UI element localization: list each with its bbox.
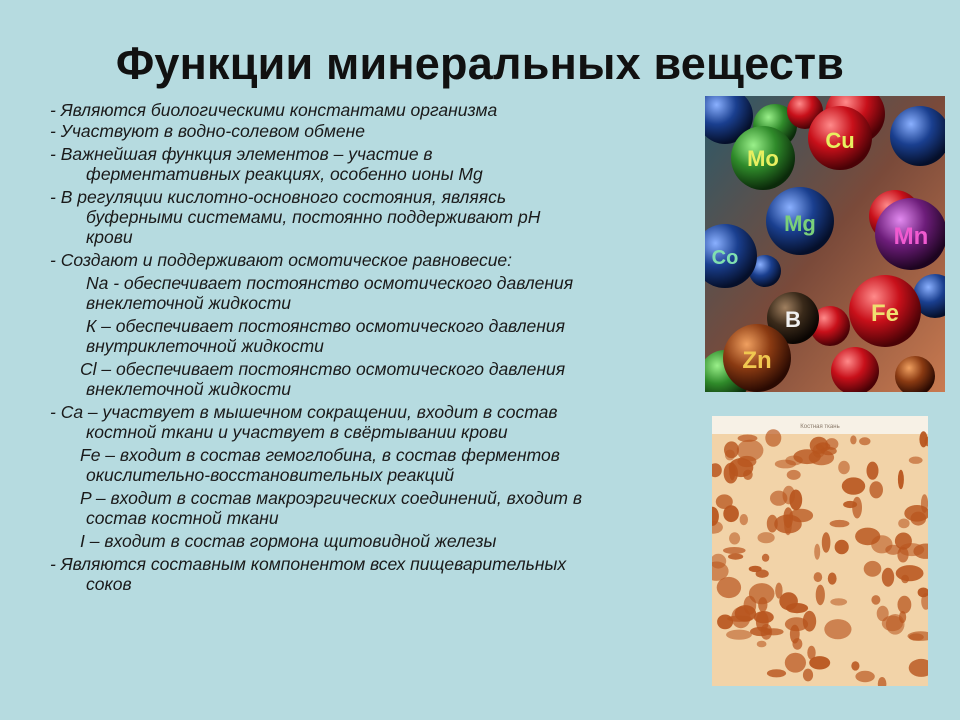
bone-pore — [787, 470, 801, 480]
bone-pore — [816, 585, 825, 606]
bone-pore — [803, 669, 813, 682]
bone-pore — [790, 625, 800, 644]
bone-pore — [851, 661, 859, 670]
bone-pore — [830, 598, 847, 605]
svg-text:B: B — [785, 307, 801, 332]
bone-pore — [867, 462, 879, 480]
bone-image-caption: Костная ткань — [800, 424, 840, 430]
element-fe — [849, 275, 921, 347]
bone-pore — [749, 566, 762, 572]
list-item-continuation: буферными системами, постоянно поддерживают pH — [86, 207, 541, 227]
list-item-continuation: внеклеточной жидкости — [86, 379, 292, 399]
bone-pore — [850, 435, 856, 444]
list-subitem: I – входит в состав гормона щитовидной железы — [80, 531, 497, 551]
bone-pore — [770, 491, 787, 506]
bone-pore — [757, 641, 767, 648]
svg-text:Co: Co — [711, 247, 739, 269]
svg-text:Fe: Fe — [870, 300, 900, 327]
element-mg — [766, 187, 834, 255]
bone-pore — [882, 616, 903, 632]
bone-tissue-image — [712, 416, 928, 686]
svg-text:Mn: Mn — [893, 223, 929, 250]
svg-text:Mg: Mg — [784, 211, 816, 236]
bone-pore — [725, 450, 735, 461]
bone-pore — [843, 501, 857, 508]
bone-pore — [855, 671, 874, 682]
svg-text:Cu: Cu — [825, 128, 855, 153]
bone-pore — [775, 460, 796, 469]
bone-pore — [901, 575, 909, 584]
bone-pore — [765, 429, 781, 447]
bone-pore — [779, 592, 798, 610]
bone-pore — [855, 528, 880, 546]
bone-pore — [921, 494, 928, 513]
bone-pore — [882, 568, 894, 587]
list-item-continuation: внутриклеточной жидкости — [86, 336, 324, 356]
list-item-continuation: крови — [86, 227, 133, 247]
bone-pore — [814, 544, 820, 560]
list-subitem: Fe – входит в состав гемоглобина, в состав ферментов — [80, 445, 560, 465]
slide-title: Функции минеральных веществ — [115, 38, 845, 89]
bone-pore — [898, 470, 904, 489]
bone-pore — [717, 577, 741, 598]
list-item-continuation: внеклеточной жидкости — [86, 293, 292, 313]
list-item-continuation: соков — [86, 574, 132, 594]
list-item: - В регуляции кислотно-основного состояния, являясь — [50, 187, 507, 207]
bone-pore — [723, 547, 746, 554]
bone-pore — [828, 573, 837, 585]
list-item: - Участвуют в водно-солевом обмене — [50, 121, 365, 141]
list-subitem: К – обеспечивает постоянство осмотического давления — [86, 316, 565, 336]
list-item-continuation: костной ткани и участвует в свёртывании крови — [86, 422, 508, 442]
bone-pore — [789, 490, 802, 511]
bone-pore — [909, 457, 923, 464]
bone-pore — [738, 435, 758, 442]
bone-pore — [919, 431, 927, 447]
bone-pore — [852, 497, 862, 519]
element-zn — [723, 324, 791, 392]
bone-pore — [729, 532, 740, 544]
element-mo — [731, 126, 795, 190]
bone-pore — [728, 554, 743, 560]
bone-pore — [835, 540, 849, 555]
list-item: - Являются составным компонентом всех пищеварительных — [50, 554, 567, 574]
functions-list — [50, 100, 700, 594]
bone-pore — [830, 520, 850, 527]
svg-text:Mo: Mo — [747, 146, 779, 171]
list-subitem: Cl – обеспечивает постоянство осмотического давления — [80, 359, 566, 379]
list-item: - Важнейшая функция элементов – участие в — [50, 144, 433, 164]
element-cu — [808, 106, 872, 170]
bone-pore — [762, 554, 769, 562]
bone-pore — [754, 611, 774, 623]
bone-pore — [767, 669, 786, 677]
bone-pore — [871, 595, 880, 605]
bone-pore — [789, 509, 813, 522]
bone-pore — [740, 514, 748, 525]
svg-text:Zn: Zn — [742, 347, 772, 374]
bone-pore — [729, 458, 754, 477]
bone-pore — [822, 532, 831, 552]
element-mn — [875, 198, 945, 270]
list-subitem: Na - обеспечивает постоянство осмотического давления — [86, 273, 574, 293]
list-item-continuation: окислительно-восстановительных реакций — [86, 465, 455, 485]
bone-pore — [810, 437, 828, 454]
bone-pore — [750, 627, 771, 636]
list-item-continuation: состав костной ткани — [86, 508, 279, 528]
bone-pore — [758, 532, 775, 543]
list-item: - Являются биологическими константами организма — [50, 100, 498, 120]
bone-pore — [859, 437, 870, 445]
bone-pore — [896, 565, 924, 581]
list-item: - Создают и поддерживают осмотическое равновесие: — [50, 250, 513, 270]
bone-pore — [726, 630, 752, 640]
bone-pore — [864, 561, 882, 577]
bone-pore — [838, 461, 850, 475]
bone-pore — [898, 519, 909, 529]
bone-pore — [824, 619, 851, 639]
list-item-continuation: ферментативных реакциях, особенно ионы Mg — [86, 164, 483, 184]
bone-pore — [716, 494, 733, 509]
bone-pore — [744, 596, 757, 615]
bone-pore — [807, 646, 815, 660]
bone-pore — [899, 543, 924, 556]
bone-pore — [898, 596, 912, 614]
bone-pore — [814, 572, 823, 582]
list-item: - Ca – участвует в мышечном сокращении, входит в состав — [50, 402, 558, 422]
bone-pore — [785, 653, 806, 673]
list-subitem: P – входит в состав макроэргических соединений, входит в — [80, 488, 583, 508]
bone-pore — [842, 477, 865, 494]
mineral-elements-image — [705, 96, 945, 392]
bone-pore — [869, 481, 883, 498]
